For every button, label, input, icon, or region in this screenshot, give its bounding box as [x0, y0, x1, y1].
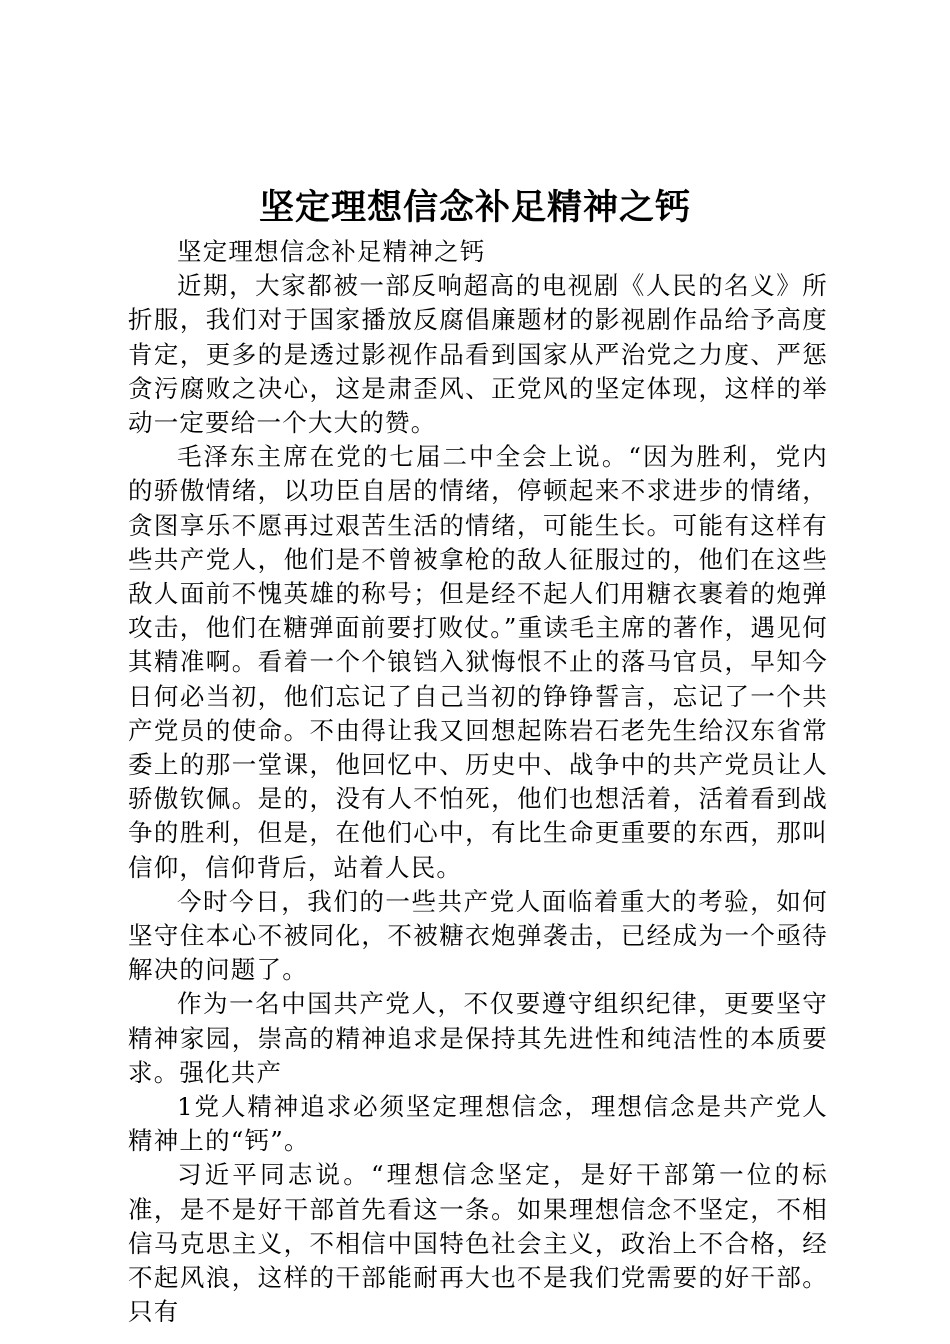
subtitle-paragraph: 坚定理想信念补足精神之钙: [177, 237, 486, 266]
body-paragraph: 1党人精神追求必须坚定理想信念，理想信念是共产党人精神上的“钙”。: [128, 1092, 828, 1156]
document-title: 坚定理想信念补足精神之钙: [258, 187, 691, 228]
document-body: [128, 235, 828, 1330]
body-paragraph: 作为一名中国共产党人，不仅要遵守组织纪律，更要坚守精神家园，崇高的精神追求是保持其先进性和纯洁性的本质要求。强化共产: [128, 989, 828, 1087]
body-paragraph: 毛泽东主席在党的七届二中全会上说。“因为胜利，党内的骄傲情绪，以功臣自居的情绪，停顿起来不求进步的情绪，贪图享乐不愿再过艰苦生活的情绪，可能生长。可能有这样有些共产党人，他们是不曾被拿枪的敌人征服过的，他们在这些敌人面前不愧英雄的称号；但是经不起人们用糖衣裹着的炮弹攻击，他们在糖弹面前要打败仗。”重读毛主席的著作，遇见何其精准啊。看着一个个锒铛入狱悔恨不止的落马官员，早知今日何必当初，他们忘记了自己当初的铮铮誓言，忘记了一个共产党员的使命。不由得让我又回想起陈岩石老先生给汉东省常委上的那一堂课，他回忆中、历史中、战争中的共产党员让人骄傲钦佩。是的，没有人不怕死，他们也想活着，活着看到战争的胜利，但是，在他们心中，有比生命更重要的东西，那叫信仰，信仰背后，站着人民。: [128, 442, 828, 882]
body-paragraph: 今时今日，我们的一些共产党人面临着重大的考验，如何坚守住本心不被同化，不被糖衣炮弹袭击，已经成为一个亟待解决的问题了。: [128, 886, 828, 985]
body-paragraph: 近期，大家都被一部反响超高的电视剧《人民的名义》所折服，我们对于国家播放反腐倡廉题材的影视剧作品给予高度肯定，更多的是透过影视作品看到国家从严治党之力度、严惩贪污腐败之决心，这是肃歪风、正党风的坚定体现，这样的举动一定要给一个大大的赞。: [128, 271, 828, 438]
body-paragraph: 习近平同志说。“理想信念坚定，是好干部第一位的标准，是不是好干部首先看这一条。如果理想信念不坚定，不相信马克思主义，不相信中国特色社会主义，政治上不合格，经不起风浪，这样的干部能耐再大也不是我们党需要的好干部。只有: [128, 1160, 828, 1327]
